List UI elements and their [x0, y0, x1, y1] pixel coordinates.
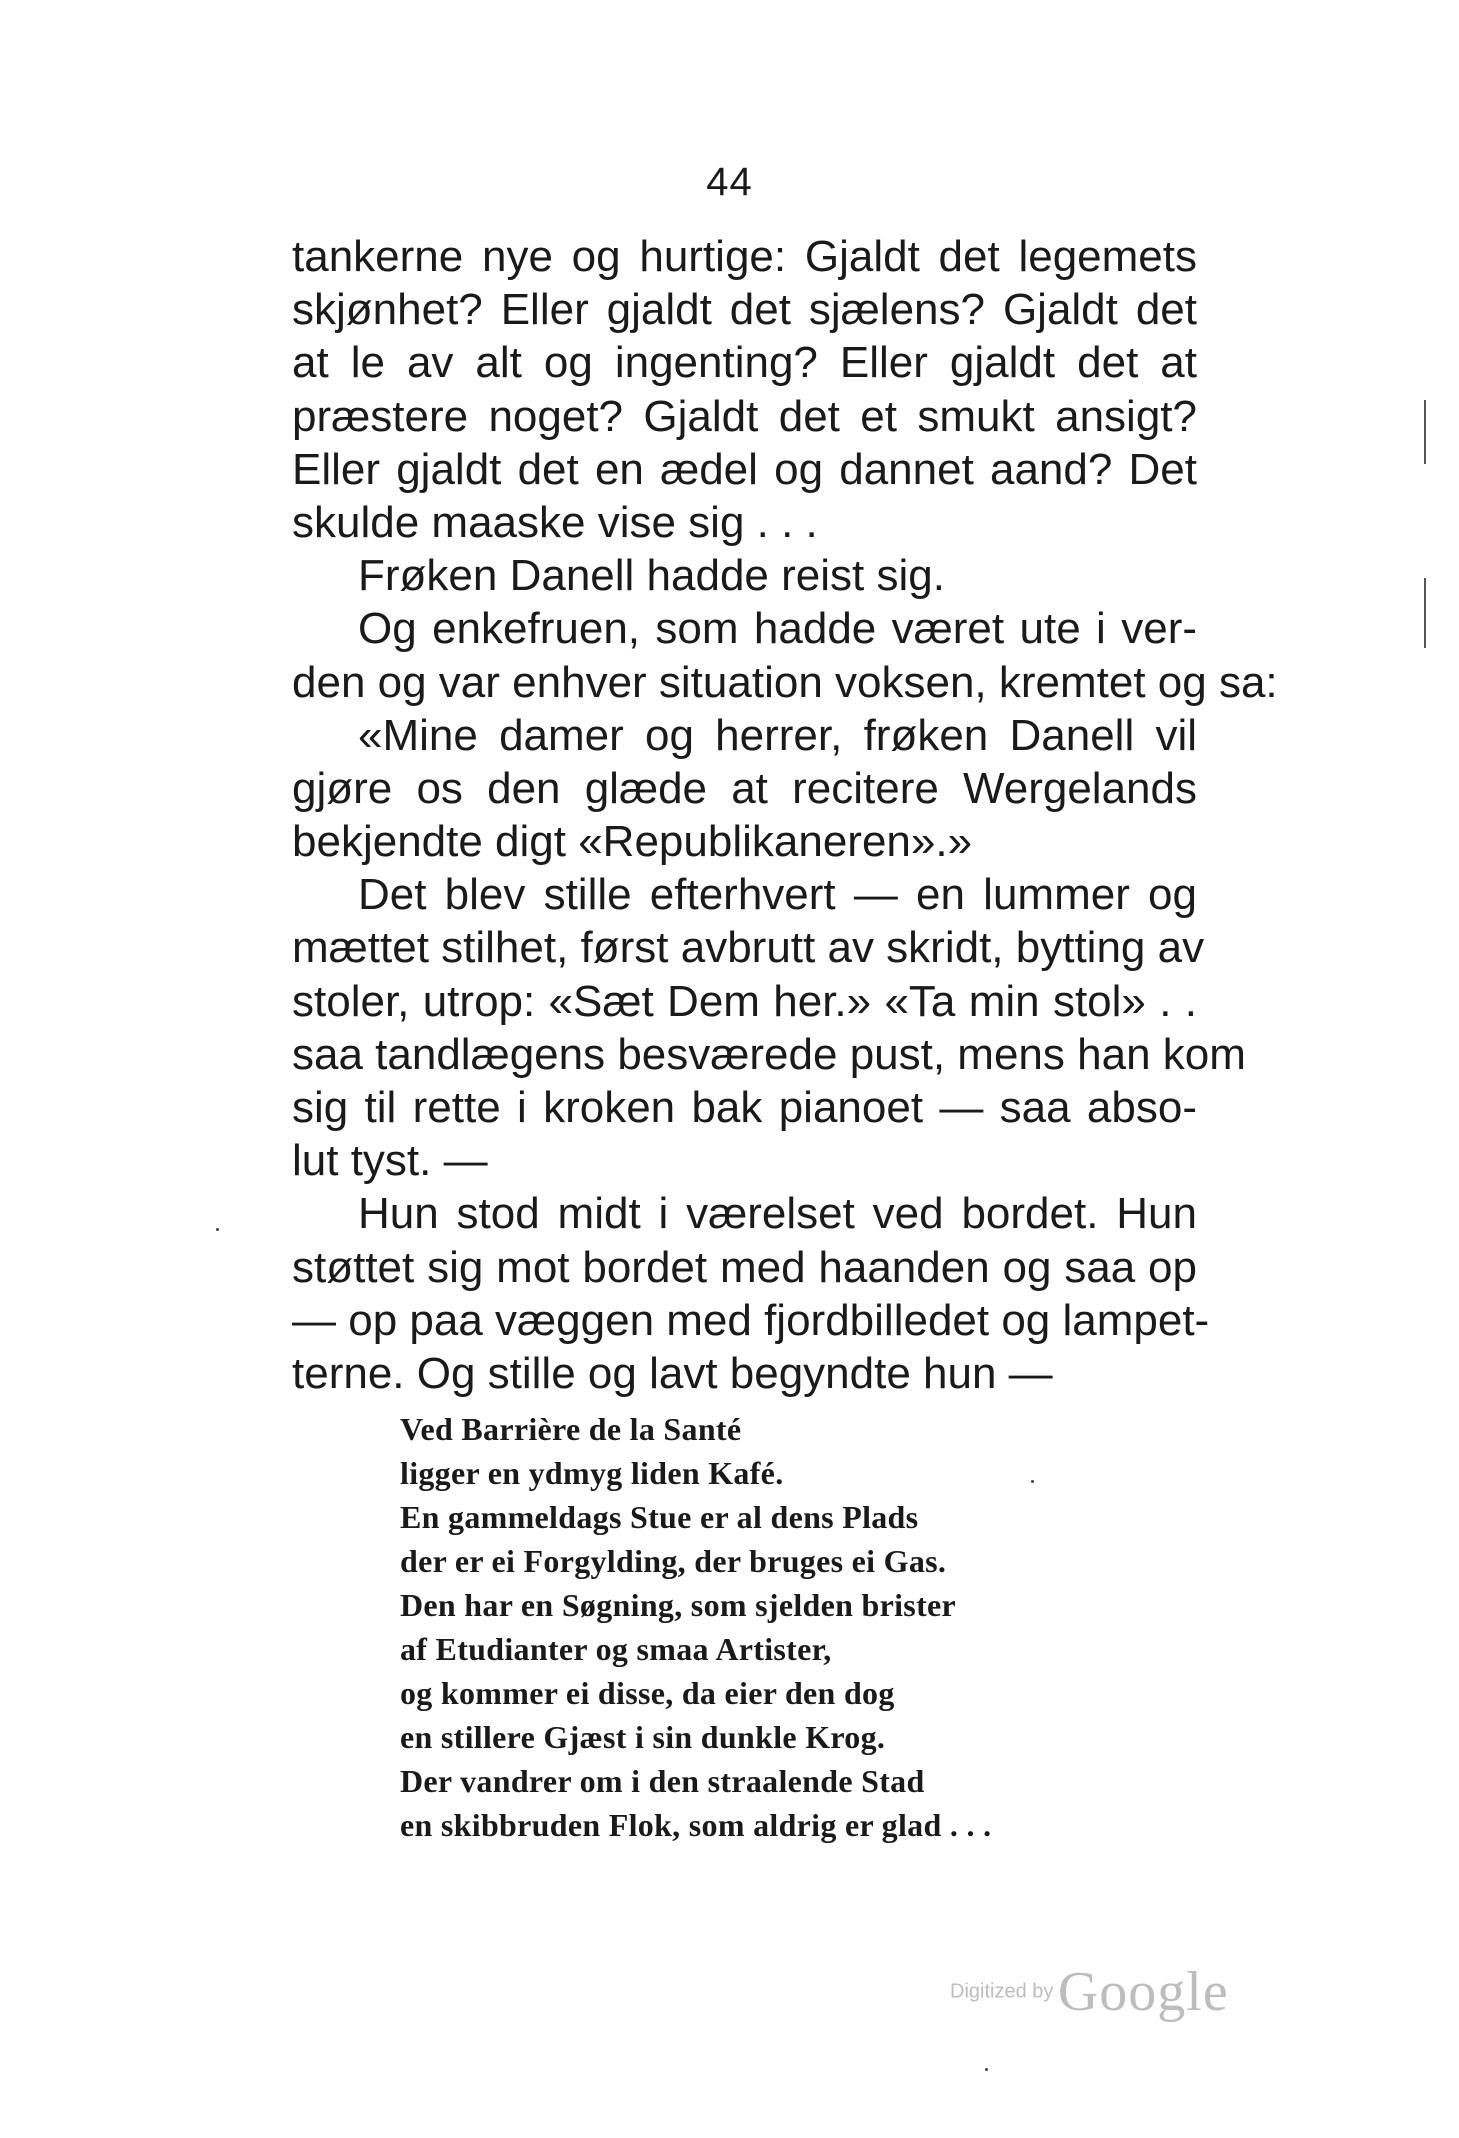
poem-line: der er ei Forgylding, der bruges ei Gas.	[400, 1543, 947, 1579]
text-line: bekjendte digt «Republikaneren».»	[292, 817, 973, 867]
text-line: præstere noget? Gjaldt det et smukt ansigt?	[292, 391, 1197, 441]
margin-mark	[1424, 400, 1426, 464]
poem-line: Den har en Søgning, som sjelden brister	[400, 1587, 957, 1623]
text-line: — op paa væggen med fjordbilledet og lampet-	[292, 1295, 1210, 1345]
text-line: terne. Og stille og lavt begyndte hun —	[292, 1348, 1053, 1398]
text-line: tankerne nye og hurtige: Gjaldt det legemets	[292, 232, 1197, 281]
text-line: skulde maaske vise sig . . .	[292, 497, 818, 547]
poem-line: Ved Barrière de la Santé	[400, 1411, 742, 1447]
text-line: Det blev stille efterhvert — en lummer og	[358, 870, 1197, 920]
poem-line: en stillere Gjæst i sin dunkle Krog.	[400, 1719, 886, 1755]
text-line: at le av alt og ingenting? Eller gjaldt det at	[292, 338, 1197, 388]
poem-line: en skibbruden Flok, som aldrig er glad . . .	[400, 1807, 992, 1843]
poem-block	[400, 1407, 1100, 1847]
text-line: skjønhet? Eller gjaldt det sjælens? Gjaldt det	[292, 285, 1197, 335]
text-line: sig til rette i kroken bak pianoet — saa abso-	[292, 1083, 1197, 1132]
text-line: den og var enhver situation voksen, kremtet og sa:	[292, 657, 1278, 707]
watermark-prefix: Digitized by	[950, 1980, 1054, 2003]
margin-mark	[1424, 578, 1426, 648]
text-line: «Mine damer og herrer, frøken Danell vil	[358, 710, 1197, 760]
poem-line: af Etudianter og smaa Artister,	[400, 1631, 832, 1667]
digitized-watermark	[950, 1960, 1229, 2024]
poem-line: og kommer ei disse, da eier den dog	[400, 1675, 895, 1711]
text-line: Hun stod midt i værelset ved bordet. Hun	[358, 1189, 1197, 1239]
scan-speck	[216, 1228, 219, 1231]
scan-speck	[1031, 1480, 1034, 1483]
text-line: mættet stilhet, først avbrutt av skridt, bytting av	[292, 923, 1205, 973]
page-number: 44	[706, 160, 753, 204]
text-line: Eller gjaldt det en ædel og dannet aand? Det	[292, 444, 1197, 494]
poem-line: En gammeldags Stue er al dens Plads	[400, 1499, 919, 1535]
body-text	[292, 230, 1278, 1400]
poem-line: ligger en ydmyg liden Kafé.	[400, 1455, 784, 1491]
watermark-brand: Google	[1057, 1961, 1229, 2023]
poem-line: Der vandrer om i den straalende Stad	[400, 1763, 925, 1799]
text-line: lut tyst. —	[292, 1136, 488, 1186]
text-line: stoler, utrop: «Sæt Dem her.» «Ta min stol» . .	[292, 976, 1197, 1026]
scan-speck	[985, 2068, 988, 2071]
text-line: støttet sig mot bordet med haanden og saa op	[292, 1242, 1197, 1292]
text-line: Frøken Danell hadde reist sig.	[358, 551, 945, 601]
text-line: saa tandlægens besværede pust, mens han kom	[292, 1029, 1246, 1079]
text-line: Og enkefruen, som hadde været ute i ver-	[358, 604, 1197, 654]
text-line: gjøre os den glæde at recitere Wergelands	[292, 763, 1197, 813]
